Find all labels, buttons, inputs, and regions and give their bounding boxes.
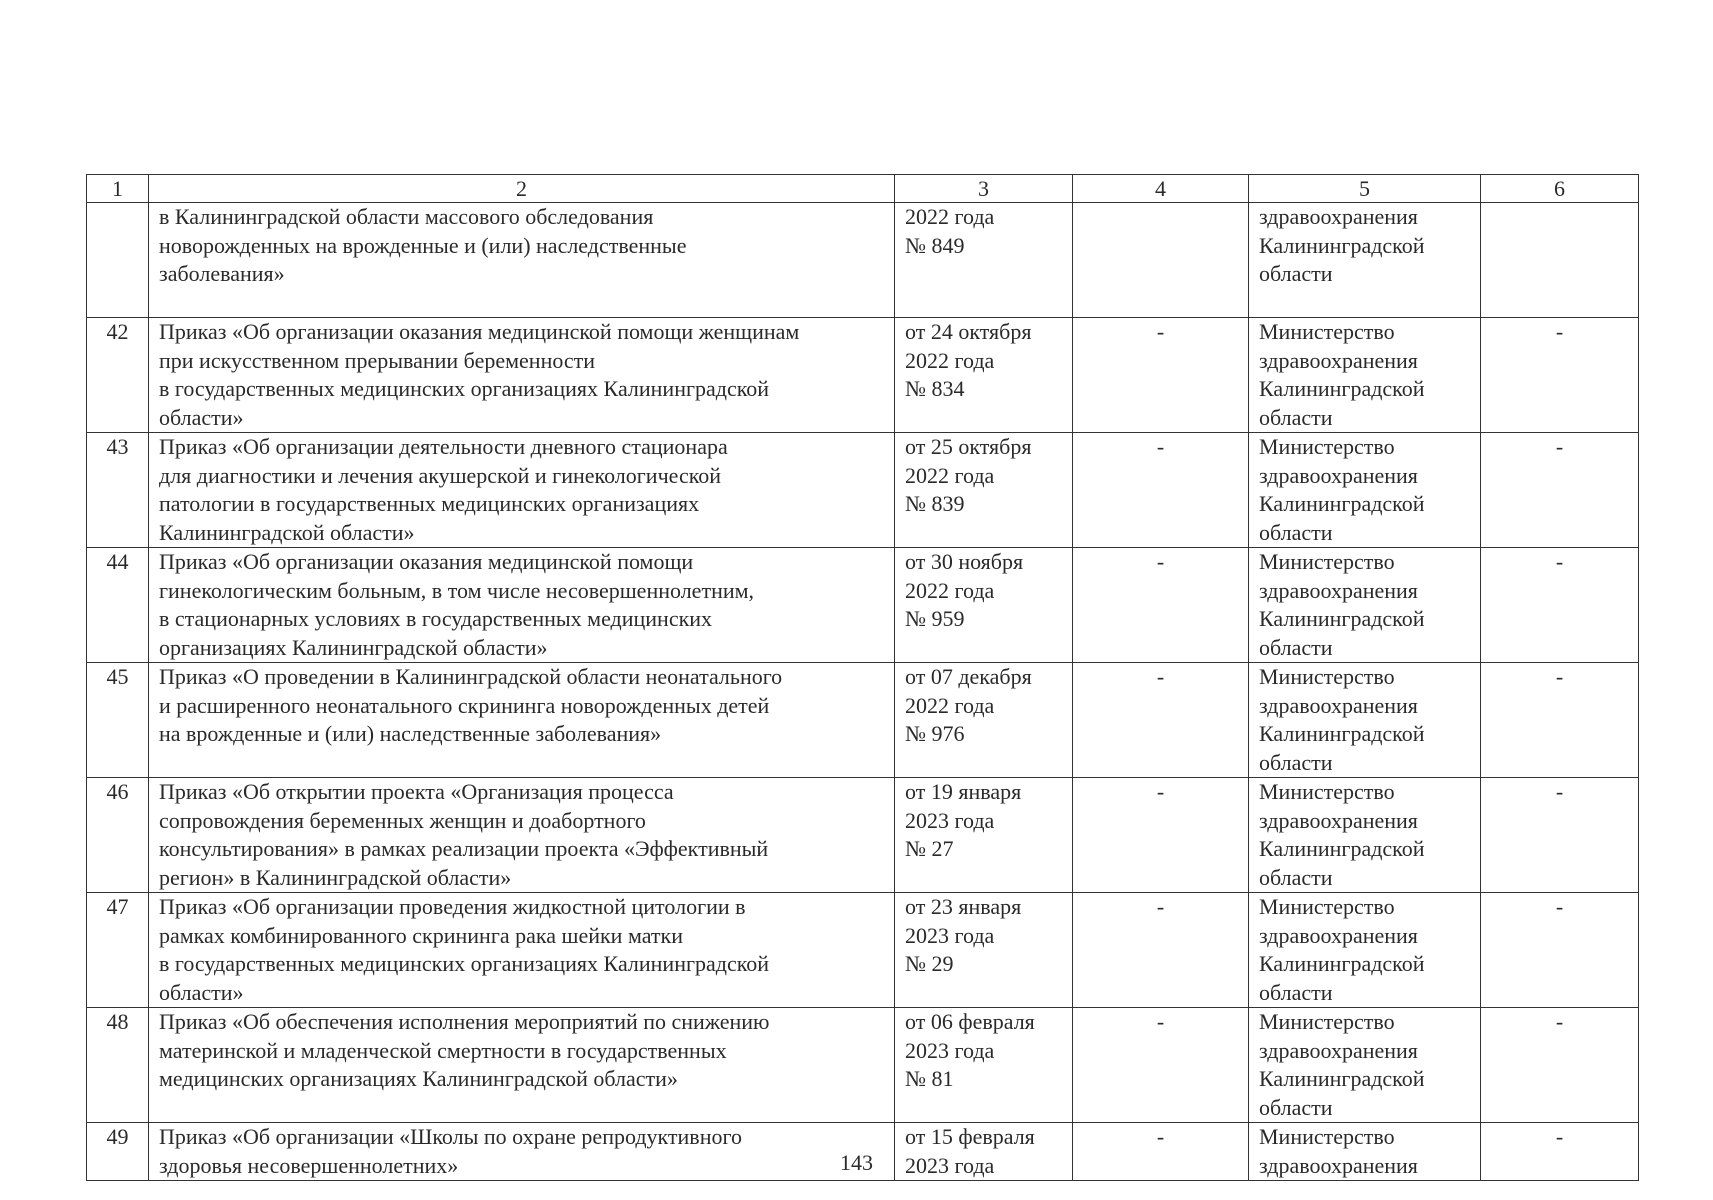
issuing-body: Министерство здравоохранения Калининградской области — [1249, 778, 1481, 893]
row-number: 48 — [87, 1008, 149, 1123]
col-6-cell: - — [1481, 778, 1639, 893]
col-6-cell: - — [1481, 1008, 1639, 1123]
document-title: Приказ «Об организации оказания медицинской помощи женщинам при искусственном прерывании беременности в государственных медицинских организациях Калининградской области» — [149, 318, 895, 433]
issuing-body: Министерство здравоохранения — [1249, 1123, 1481, 1181]
row-number: 45 — [87, 663, 149, 778]
issuing-body: Министерство здравоохранения Калининградской области — [1249, 433, 1481, 548]
issuing-body: Министерство здравоохранения Калининградской области — [1249, 663, 1481, 778]
document-date: 2022 года № 849 — [895, 203, 1073, 318]
document-title: Приказ «Об обеспечения исполнения мероприятий по снижению материнской и младенческой смертности в государственных медицинских организациях Калининградской области» — [149, 1008, 895, 1123]
header-col-3: 3 — [895, 175, 1073, 203]
document-title: Приказ «Об организации «Школы по охране репродуктивного здоровья несовершеннолетних» — [149, 1123, 895, 1181]
col-4-cell: - — [1073, 663, 1249, 778]
document-title: Приказ «Об организации проведения жидкостной цитологии в рамках комбинированного скрининга рака шейки матки в государственных медицинских организациях Калининградской области» — [149, 893, 895, 1008]
table-row — [87, 663, 1639, 778]
issuing-body: Министерство здравоохранения Калининградской области — [1249, 893, 1481, 1008]
row-number: 44 — [87, 548, 149, 663]
document-title: Приказ «О проведении в Калининградской области неонатального и расширенного неонатального скрининга новорожденных детей на врожденные и (или) наследственные заболевания» — [149, 663, 895, 778]
header-col-5: 5 — [1249, 175, 1481, 203]
document-date: от 23 января 2023 года № 29 — [895, 893, 1073, 1008]
issuing-body: Министерство здравоохранения Калининградской области — [1249, 318, 1481, 433]
issuing-body: здравоохранения Калининградской области — [1249, 203, 1481, 318]
col-4-cell: - — [1073, 893, 1249, 1008]
header-col-2: 2 — [149, 175, 895, 203]
col-4-cell: - — [1073, 548, 1249, 663]
col-4-cell: - — [1073, 433, 1249, 548]
col-6-cell: - — [1481, 548, 1639, 663]
document-date: от 25 октября 2022 года № 839 — [895, 433, 1073, 548]
document-date: от 07 декабря 2022 года № 976 — [895, 663, 1073, 778]
row-number: 49 — [87, 1123, 149, 1181]
table-row — [87, 778, 1639, 893]
page-number: 143 — [840, 1150, 873, 1175]
document-title: Приказ «Об организации оказания медицинской помощи гинекологическим больным, в том числе несовершеннолетним, в стационарных условиях в государственных медицинских организациях Калининградской области» — [149, 548, 895, 663]
row-number — [87, 203, 149, 318]
col-6-cell: - — [1481, 318, 1639, 433]
issuing-body: Министерство здравоохранения Калининградской области — [1249, 1008, 1481, 1123]
table-row — [87, 1008, 1639, 1123]
table-header-row — [87, 175, 1639, 203]
col-4-cell: - — [1073, 1008, 1249, 1123]
document-title: Приказ «Об организации деятельности дневного стационара для диагностики и лечения акушерской и гинекологической патологии в государственных медицинских организациях Калининградской области» — [149, 433, 895, 548]
header-col-4: 4 — [1073, 175, 1249, 203]
col-6-cell: - — [1481, 433, 1639, 548]
col-4-cell: - — [1073, 1123, 1249, 1181]
document-date: от 24 октября 2022 года № 834 — [895, 318, 1073, 433]
row-number: 43 — [87, 433, 149, 548]
col-6-cell — [1481, 203, 1639, 318]
col-4-cell — [1073, 203, 1249, 318]
row-number: 46 — [87, 778, 149, 893]
table-row — [87, 203, 1639, 318]
col-6-cell: - — [1481, 893, 1639, 1008]
table-row — [87, 893, 1639, 1008]
row-number: 47 — [87, 893, 149, 1008]
col-4-cell: - — [1073, 318, 1249, 433]
row-number: 42 — [87, 318, 149, 433]
document-date: от 06 февраля 2023 года № 81 — [895, 1008, 1073, 1123]
document-title: Приказ «Об открытии проекта «Организация процесса сопровождения беременных женщин и доабортного консультирования» в рамках реализации проекта «Эффективный регион» в Калининградской области» — [149, 778, 895, 893]
regulations-table — [86, 174, 1639, 1181]
issuing-body: Министерство здравоохранения Калининградской области — [1249, 548, 1481, 663]
table-row — [87, 433, 1639, 548]
col-6-cell: - — [1481, 663, 1639, 778]
col-4-cell: - — [1073, 778, 1249, 893]
table-row — [87, 318, 1639, 433]
document-date: от 19 января 2023 года № 27 — [895, 778, 1073, 893]
document-date: от 30 ноября 2022 года № 959 — [895, 548, 1073, 663]
document-title: в Калининградской области массового обследования новорожденных на врожденные и (или) наследственные заболевания» — [149, 203, 895, 318]
header-col-1: 1 — [87, 175, 149, 203]
col-6-cell: - — [1481, 1123, 1639, 1181]
document-date: от 15 февраля 2023 года — [895, 1123, 1073, 1181]
header-col-6: 6 — [1481, 175, 1639, 203]
table-row — [87, 548, 1639, 663]
